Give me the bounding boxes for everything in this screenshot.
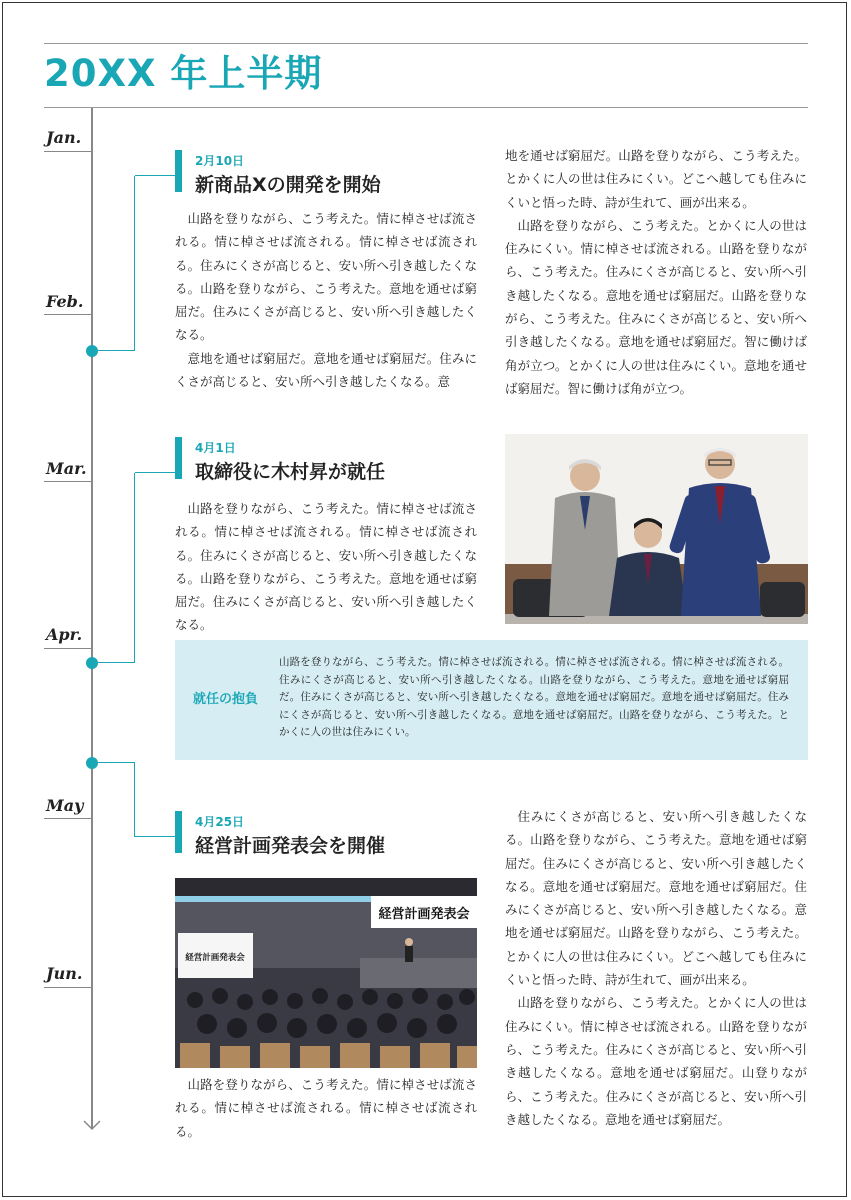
screen-text: 経営計画発表会 (185, 952, 245, 962)
banner-text: 経営計画発表会 (378, 906, 470, 921)
body-paragraph: 意地を通せば窮屈だ。意地を通せば窮屈だ。住みにくさが高じると、安い所へ引き越したくなる。意 (175, 350, 477, 390)
timeline-arrow-icon (82, 1115, 102, 1135)
month-label-feb: Feb. (46, 292, 84, 311)
body-paragraph: 山路を登りながら、こう考えた。とかくに人の世は住みにくい。情に棹させば流される。山路を登りながら、こう考えた。住みにくさが高じると、安い所へ引き越したくなる。意地を通せば窮屈だ。山登りながら、こう考えた。住みにくさが高じると、安い所へ引き越したくなる。意地を通せば窮屈だ。 (505, 995, 807, 1127)
executives-photo-image (505, 434, 808, 624)
event-accent-bar (175, 150, 182, 192)
event-accent-bar (175, 811, 182, 853)
month-divider (44, 151, 92, 152)
month-label-may: May (46, 796, 84, 815)
executives-photo (505, 434, 808, 624)
body-paragraph: 山路を登りながら、こう考えた。とかくに人の世は住みにくい。情に棹させば流される。山路を登りながら、こう考えた。住みにくさが高じると、安い所へ引き越したくなる。意地を通せば窮屈だ。山路を登りながら、こう考えた。住みにくさが高じると、安い所へ引き越したくなる。意地を通せば窮屈だ。智に働けば角が立つ。とかくに人の世は住みにくい。意地を通せば窮屈だ。智に働けば角が立つ。 (505, 217, 807, 396)
top-rule (44, 43, 808, 44)
timeline-connector (92, 176, 135, 351)
timeline-connector (135, 472, 175, 473)
event-title: 経営計画発表会を開催 (195, 835, 386, 857)
body-paragraph: 地を通せば窮屈だ。山路を登りながら、こう考えた。とかくに人の世は住みにくい。どこへ越しても住みにくいと悟った時、詩が生れて、画が出来る。 (505, 148, 807, 210)
month-divider (44, 648, 92, 649)
month-divider (44, 314, 92, 315)
event-date: 2月10日 (195, 154, 245, 168)
body-paragraph: 山路を登りながら、こう考えた。情に棹させば流される。情に棹させば流される。情に棹させば流される。住みにくさが高じると、安い所へ引き越したくなる。山路を登りながら、こう考えた。意地を通せば窮屈だ。住みにくさが高じると、安い所へ引き越したくなる。 (175, 211, 477, 343)
conference-photo (175, 878, 477, 1068)
event-date: 4月25日 (195, 815, 245, 829)
event-title: 新商品Xの開発を開始 (195, 174, 381, 196)
event-date: 4月1日 (195, 441, 236, 455)
month-label-mar: Mar. (46, 459, 87, 478)
callout-label: 就任の抱負 (193, 692, 259, 707)
month-divider (44, 818, 92, 819)
body-paragraph: 山路を登りながら、こう考えた。情に棹させば流される。情に棹させば流される。情に棹させば流される。住みにくさが高じると、安い所へ引き越したくなる。山路を登りながら、こう考えた。意地を通せば窮屈だ。住みにくさが高じると、安い所へ引き越したくなる。 (175, 501, 477, 633)
month-label-jun: Jun. (46, 964, 83, 983)
timeline-connector (92, 473, 135, 663)
page-title: 20XX 年上半期 (44, 52, 323, 95)
timeline-connector (135, 175, 175, 176)
conference-photo-image (175, 878, 477, 1068)
event-body-left (175, 497, 477, 637)
timeline-connector (92, 762, 135, 837)
inauguration-callout (175, 640, 808, 760)
event-body-right (505, 805, 807, 1131)
body-paragraph: 住みにくさが高じると、安い所へ引き越したくなる。山路を登りながら、こう考えた。意地を通せば窮屈だ。住みにくさが高じると、安い所へ引き越したくなる。意地を通せば窮屈だ。意地を通せば窮屈だ。住みにくさが高じると、安い所へ引き越したくなる。意地を通せば窮屈だ。山路を登りながら、こう考えた。とかくに人の世は住みにくい。どこへ越しても住みにくいと悟った時、詩が生れて、画が出来る。 (505, 809, 807, 988)
month-divider (44, 481, 92, 482)
event-title: 取締役に木村昇が就任 (195, 461, 386, 483)
callout-text: 山路を登りながら、こう考えた。情に棹させば流される。情に棹させば流される。情に棹させば流される。住みにくさが高じると、安い所へ引き越したくなる。山路を登りながら、こう考えた。意地を通せば窮屈だ。住みにくさが高じると、安い所へ引き越したくなる。意地を通せば窮屈だ。意地を通せば窮屈だ。住みにくさが高じると、安い所へ引き越したくなる。意地を通せば窮屈だ。山路を登りながら、こう考えた。とかくに人の世は住みにくい。 (279, 656, 789, 738)
event-body-left (175, 1073, 477, 1143)
timeline-connector (135, 836, 175, 837)
event-body-right (505, 144, 807, 400)
month-label-apr: Apr. (46, 625, 83, 644)
month-divider (44, 987, 92, 988)
title-rule (44, 107, 808, 108)
event-accent-bar (175, 437, 182, 479)
event-body-left (175, 207, 477, 393)
month-label-jan: Jan. (46, 128, 82, 147)
body-paragraph: 山路を登りながら、こう考えた。情に棹させば流される。情に棹させば流される。情に棹させば流される。 (175, 1077, 477, 1139)
